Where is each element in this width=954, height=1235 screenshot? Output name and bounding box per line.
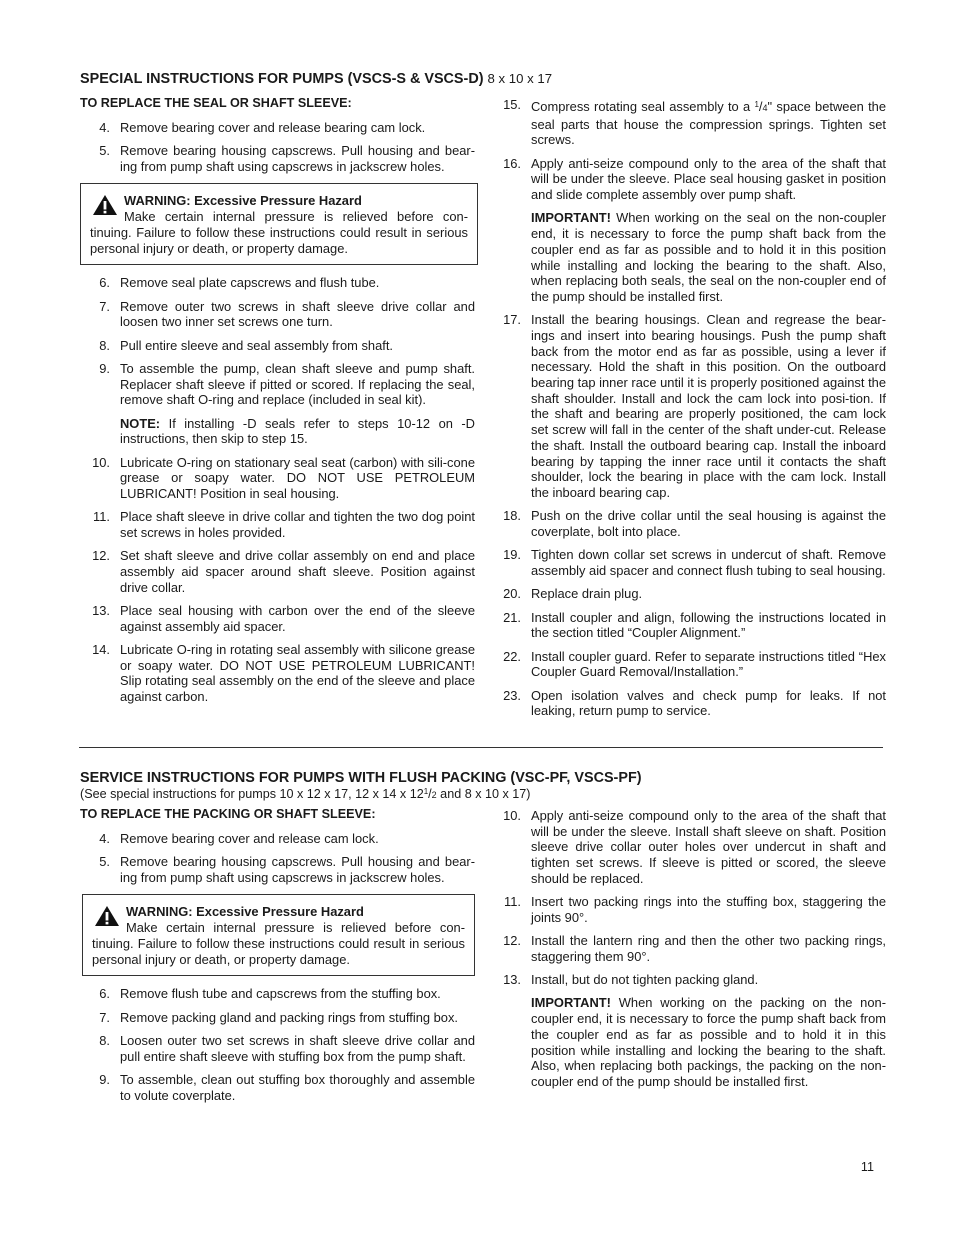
list-item: 17. Install the bearing housings. Clean and regrease the bear-ings and insert into bearing housings. Push the pump shaft back from the motor end as far as possible, using a lever if necessary. Hold the shaft in this position. On the outboard bearing tap inner race until it is properly positioned against the shaft shoulder. Install and lock the cam lock into posi-tion. If the shaft and bearing are properly positioned, the cam lock set screw will fall in the center of the shaft under-cut. Release the shaft. Install the outboard bearing cap. Install the inboard bearing by tapping the inner race until it contacts the shaft shoulder, lock the bearing in place with the cam lock. Install the inboard bearing cap. xyxy=(503,312,886,500)
list-item: 7. Remove outer two screws in shaft sleeve drive collar and loosen two inner set screws one turn. xyxy=(99,298,475,330)
section2-right-column xyxy=(491,808,886,1097)
section1-left-column xyxy=(80,96,475,712)
list-item: 8. Pull entire sleeve and seal assembly from shaft. xyxy=(99,337,393,353)
important-paragraph: IMPORTANT! When working on the seal on the non-coupler end, it is necessary to force the pump shaft back from the coupler end as far as possible and to hold it in this position while installing and locking the bearing to the shaft. Also, when replacing both seals, the seal on the non-coupler end of the pump should be installed first. xyxy=(531,210,886,304)
list-item: 10. Lubricate O-ring on stationary seal seat (carbon) with sili-cone grease or soapy water. DO NOT USE PETROLEUM LUBRICANT! Position in seal housing. xyxy=(92,454,475,501)
warning-title: WARNING: Excessive Pressure Hazard xyxy=(126,904,364,920)
section1-subhead: TO REPLACE THE SEAL OR SHAFT SLEEVE: xyxy=(80,96,352,110)
list-item: 6. Remove seal plate capscrews and flush tube. xyxy=(99,275,380,291)
warning-triangle-icon xyxy=(94,905,120,927)
list-item: 9. To assemble the pump, clean shaft sleeve and pump shaft. Replacer shaft sleeve if pitted or scored. If replacing the seal, remove shaft O-ring and replace (included in seal kit). xyxy=(99,360,475,408)
page-number: 11 xyxy=(860,1160,874,1174)
list-item: 4. Remove bearing cover and release bearing cam lock. xyxy=(99,119,426,135)
list-item: 18. Push on the drive collar until the seal housing is against the coverplate, bolt into place. xyxy=(503,508,886,539)
s1-left-b xyxy=(80,275,475,408)
list-item: 4. Remove bearing cover and release cam lock. xyxy=(99,830,379,846)
list-item: 15. Compress rotating seal assembly to a $^1$/4" space between the seal parts that house the compression springs. Tighten set screws. xyxy=(503,97,886,148)
note-paragraph: NOTE: If installing -D seals refer to steps 10-12 on -D instructions, then skip to step 15. xyxy=(120,415,475,447)
list-item: 14. Lubricate O-ring in rotating seal assembly with silicone grease or soapy water. DO NOT USE PETROLEUM LUBRICANT! Slip rotating seal assembly on the end of the sleeve and place against carbon. xyxy=(92,641,475,705)
list-item: 20. Replace drain plug. xyxy=(503,586,643,602)
section2-subhead: TO REPLACE THE PACKING OR SHAFT SLEEVE: xyxy=(80,807,376,821)
list-item: 6. Remove flush tube and capscrews from the stuffing box. xyxy=(99,986,441,1002)
section2-left-column xyxy=(80,807,475,1111)
section1-title-size: 8 x 10 x 17 xyxy=(487,71,553,86)
list-item: 13. Install, but do not tighten packing gland. xyxy=(503,972,759,988)
list-item: 10. Apply anti-seize compound only to the area of the shaft that will be under the sleeve. Install shaft sleeve on shaft. Position sleeve drive collar outer holes over undercut in shaft and tighten set screws. If sleeve is pitted or scored, the sleeve should be replaced. xyxy=(503,808,886,886)
list-item: 22. Install coupler guard. Refer to separate instructions titled “Hex Coupler Guard Removal/Installation.” xyxy=(503,648,886,680)
list-item: 21. Install coupler and align, following the instructions located in the section titled “Coupler Alignment.” xyxy=(503,609,886,641)
list-item: 23. Open isolation valves and check pump for leaks. If not leaking, return pump to service. xyxy=(503,687,886,719)
important-paragraph: IMPORTANT! When working on the packing on the non-coupler end, it is necessary to force the pump shaft back from the coupler end as far as possible and to hold it in this position while installing and locking the bearing to the shaft. Also, when replacing both packings, the packing on the non-coupler end of the pump should be installed first. xyxy=(531,995,886,1089)
list-item: 8. Loosen outer two set screws in shaft sleeve drive collar and pull entire shaft sleeve with stuffing box from the pump shaft. xyxy=(99,1032,475,1064)
s1-left-c xyxy=(80,455,475,705)
list-item: 9. To assemble, clean out stuffing box thoroughly and assemble to volute coverplate. xyxy=(99,1071,475,1103)
list-item: 12. Install the lantern ring and then the other two packing rings, staggering them 90°. xyxy=(503,933,886,964)
list-item: 7. Remove packing gland and packing rings from stuffing box. xyxy=(99,1009,458,1025)
s1-left-a xyxy=(80,120,475,175)
warning-text: Make certain internal pressure is relieved before con-tinuing. Failure to follow these instructions could result in serious personal injury or death, or property damage. xyxy=(90,209,468,256)
section1-right-column xyxy=(491,97,886,727)
section-divider xyxy=(79,747,883,748)
list-item: 5. Remove bearing housing capscrews. Pull housing and bear-ing from pump shaft using capscrews in jackscrew holes. xyxy=(99,854,475,885)
warning-box xyxy=(82,894,475,976)
section2-title: SERVICE INSTRUCTIONS FOR PUMPS WITH FLUSH PACKING (VSC-PF, VSCS-PF) xyxy=(80,770,642,786)
list-item: 19. Tighten down collar set screws in undercut of shaft. Remove assembly aid spacer and connect flush tubing to seal housing. xyxy=(503,547,886,578)
section1-title: SPECIAL INSTRUCTIONS FOR PUMPS (VSCS-S & VSCS-D) 8 x 10 x 17 xyxy=(80,71,553,87)
list-item: 11. Insert two packing rings into the stuffing box, staggering the joints 90°. xyxy=(504,894,886,925)
list-item: 13. Place seal housing with carbon over the end of the sleeve against assembly aid spacer. xyxy=(92,602,475,634)
warning-box xyxy=(80,183,478,265)
list-item: 12. Set shaft sleeve and drive collar assembly on end and place assembly aid spacer around shaft sleeve. Position against drive collar. xyxy=(92,548,475,595)
section2-subtitle: (See special instructions for pumps 10 x 12 x 17, 12 x 14 x $12^1/2$ and 8 x 10 x 17) xyxy=(80,787,531,801)
warning-text: Make certain internal pressure is relieved before con-tinuing. Failure to follow these instructions could result in serious personal injury or death, or property damage. xyxy=(92,920,465,967)
warning-triangle-icon xyxy=(92,194,118,216)
warning-title: WARNING: Excessive Pressure Hazard xyxy=(124,193,362,209)
list-item: 11. Place shaft sleeve in drive collar and tighten the two dog point set screws in holes provided. xyxy=(93,509,475,540)
list-item: 16. Apply anti-seize compound only to the area of the shaft that will be under the sleeve. Place seal housing gasket in position and slide complete assembly over pump shaft. xyxy=(503,155,886,203)
list-item: 5. Remove bearing housing capscrews. Pull housing and bear-ing from pump shaft using capscrews in jackscrew holes. xyxy=(99,143,475,174)
